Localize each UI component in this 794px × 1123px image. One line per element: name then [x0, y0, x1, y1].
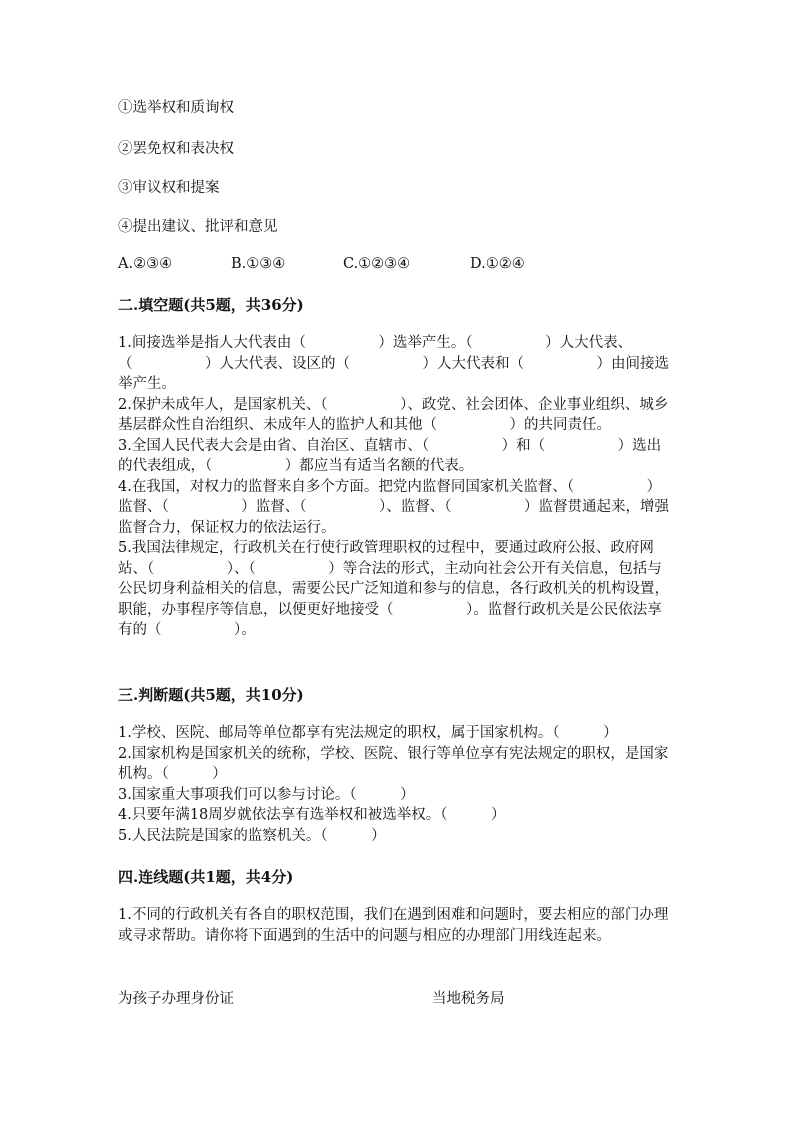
true-false-question-1: 1.学校、医院、邮局等单位都享有宪法规定的职权，属于国家机构。（ ）	[118, 725, 618, 741]
matching-question	[118, 905, 674, 946]
fill-blank-questions	[118, 333, 674, 641]
choice-d: D.①②④	[470, 256, 525, 272]
matching-right-item[interactable]: 当地税务局	[432, 991, 505, 1007]
fill-blank-question-4: 4.在我国，对权力的监督来自多个方面。把党内监督同国家机关监督、（ ）监督、（ ）监督、（ ）、监督、（ ）监督贯通起来，增强监督合力，保证权力的依法运行。	[118, 478, 669, 536]
matching-left-item[interactable]: 为孩子办理身份证	[118, 991, 234, 1007]
option-3: ③审议权和提案	[118, 180, 220, 196]
true-false-question-5: 5.人民法院是国家的监察机关。（ ）	[118, 827, 386, 844]
section-heading-true-false: 三.判断题(共5题，共10分)	[118, 686, 304, 704]
fill-blank-question-5: 5.我国法律规定，行政机关在行使行政管理职权的过程中，要通过政府公报、政府网站、（ ）、（ ）等合法的形式，主动向社会公开有关信息，包括与公民切身利益相关的信息，需要公民广泛知道和参与的信息，各行政机关的机构设置，职能，办事程序等信息，以便更好地接受（ ）。监督行政机关是公民依法享有的（ ）。	[118, 540, 669, 638]
option-1: ①选举权和质询权	[118, 100, 234, 116]
fill-blank-question-2: 2.保护未成年人，是国家机关、（ ）、政党、社会团体、企业事业组织、城乡基层群众性自治组织、未成年人的监护人和其他（ ）的共同责任。	[118, 396, 669, 433]
option-4: ④提出建议、批评和意见	[118, 219, 278, 235]
true-false-question-2: 2.国家机构是国家机关的统称，学校、医院、银行等单位享有宪法规定的职权，是国家机构。（ ）	[118, 745, 669, 782]
true-false-question-3: 3.国家重大事项我们可以参与讨论。（ ）	[118, 786, 415, 803]
matching-question-text: 1.不同的行政机关有各自的职权范围，我们在遇到困难和问题时，要去相应的部门办理或寻求帮助。请你将下面遇到的生活中的问题与相应的办理部门用线连起来。	[118, 907, 669, 944]
fill-blank-question-3: 3.全国人民代表大会是由省、自治区、直辖市、（ ）和（ ）选出的代表组成，（ ）都应当有适当名额的代表。	[118, 437, 662, 474]
section-heading-matching: 四.连线题(共1题，共4分)	[118, 868, 294, 886]
option-2: ②罢免权和表决权	[118, 141, 234, 157]
choice-c: C.①②③④	[343, 256, 411, 272]
choice-a: A.②③④	[118, 256, 173, 272]
true-false-question-4: 4.只要年满18周岁就依法享有选举权和被选举权。（ ）	[118, 807, 506, 823]
choice-b: B.①③④	[231, 256, 286, 272]
section-heading-fill-blank: 二.填空题(共5题，共36分)	[118, 296, 304, 314]
true-false-questions	[118, 723, 674, 846]
fill-blank-question-1: 1.间接选举是指人大代表由（ ）选举产生。（ ）人大代表、（ ）人大代表、设区的（ ）人大代表和（ ）由间接选举产生。	[118, 335, 669, 392]
